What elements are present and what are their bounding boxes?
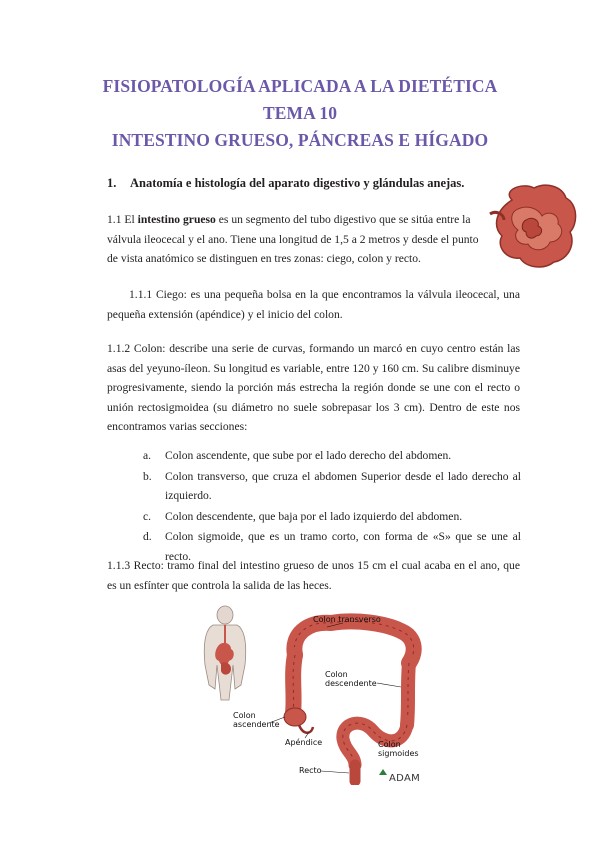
label-ascending-colon-1: Colon <box>233 711 256 720</box>
label-descending-colon-1: Colon <box>325 670 348 679</box>
list-item-text: Colon transverso, que cruza el abdomen Superior desde el lado derecho al izquierdo. <box>165 469 521 502</box>
list-item-text: Colon sigmoide, que es un tramo corto, con forma de «S» que se une al recto. <box>165 530 521 563</box>
label-appendix: Apéndice <box>285 738 323 747</box>
section-heading-text: Anatomía e histología del aparato digestivo y glándulas anejas. <box>130 176 465 190</box>
list-item <box>143 507 521 527</box>
label-sigmoid-colon-2: sigmoides <box>378 749 419 758</box>
p11-text: es un segmento del tubo digestivo que se sitúa entre la válvula ileocecal y el ano. Tiene una longitud de 1,5 a 2 metros y desde el punto de vista anatómico se distinguen en tres zonas: ciego, colon y recto. <box>107 213 479 265</box>
topic-number: TEMA 10 <box>262 103 338 123</box>
section-number: 1. <box>107 176 117 190</box>
paragraph-1-1-2: 1.1.2 Colon: describe una serie de curvas, formando un marcó en cuyo centro están las asas del yeyuno-íleon. Su longitud es variable, entre 120 y 160 cm. Su calibre disminuye progresivamente, siendo la porción más estrecha la región donde se une con el recto o unión rectosigmoidea (su diámetro no suele sobrepasar los 3 cm). Dentro de este nos encontramos varias secciones: <box>107 342 520 433</box>
list-item <box>143 446 521 466</box>
p11-prefix: 1.1 El <box>107 213 138 226</box>
large-intestine-illustration <box>482 180 582 272</box>
label-rectum: Recto <box>299 766 322 775</box>
adam-logo <box>379 769 420 784</box>
paragraph-1-1-1: 1.1.1 Ciego: es una pequeña bolsa en la que encontramos la válvula ileocecal, una pequeña extensión (apéndice) y el inicio del colon. <box>107 288 520 321</box>
human-silhouette-icon <box>204 606 245 700</box>
colon-sections-list <box>143 446 521 567</box>
adam-logo-text: ADAM <box>389 773 421 784</box>
list-item <box>143 467 521 506</box>
list-marker: c. <box>143 509 152 523</box>
topic-title: INTESTINO GRUESO, PÁNCREAS E HÍGADO <box>111 130 489 150</box>
paragraph-1-1 <box>107 210 487 269</box>
paragraph-1-1-3: 1.1.3 Recto: tramo final del intestino grueso de unos 15 cm el cual acaba en el ano, que es un esfínter que controla la salida de las heces. <box>107 559 520 592</box>
colon-anatomy-figure <box>195 605 430 785</box>
list-marker: b. <box>143 469 152 483</box>
label-ascending-colon-2: ascendente <box>233 720 280 729</box>
label-sigmoid-colon-1: Colon <box>378 740 401 749</box>
list-item-text: Colon ascendente, que sube por el lado derecho del abdomen. <box>165 449 452 462</box>
label-descending-colon-2: descendente <box>325 679 377 688</box>
list-marker: a. <box>143 449 152 462</box>
label-transverse-colon: Colon transverso <box>313 615 381 624</box>
document-title: FISIOPATOLOGÍA APLICADA A LA DIETÉTICA <box>102 76 498 96</box>
p11-bold-term: intestino grueso <box>137 213 216 226</box>
section-heading <box>107 176 464 191</box>
list-item-text: Colon descendente, que baja por el lado izquierdo del abdomen. <box>165 509 463 523</box>
list-marker: d. <box>143 530 152 543</box>
